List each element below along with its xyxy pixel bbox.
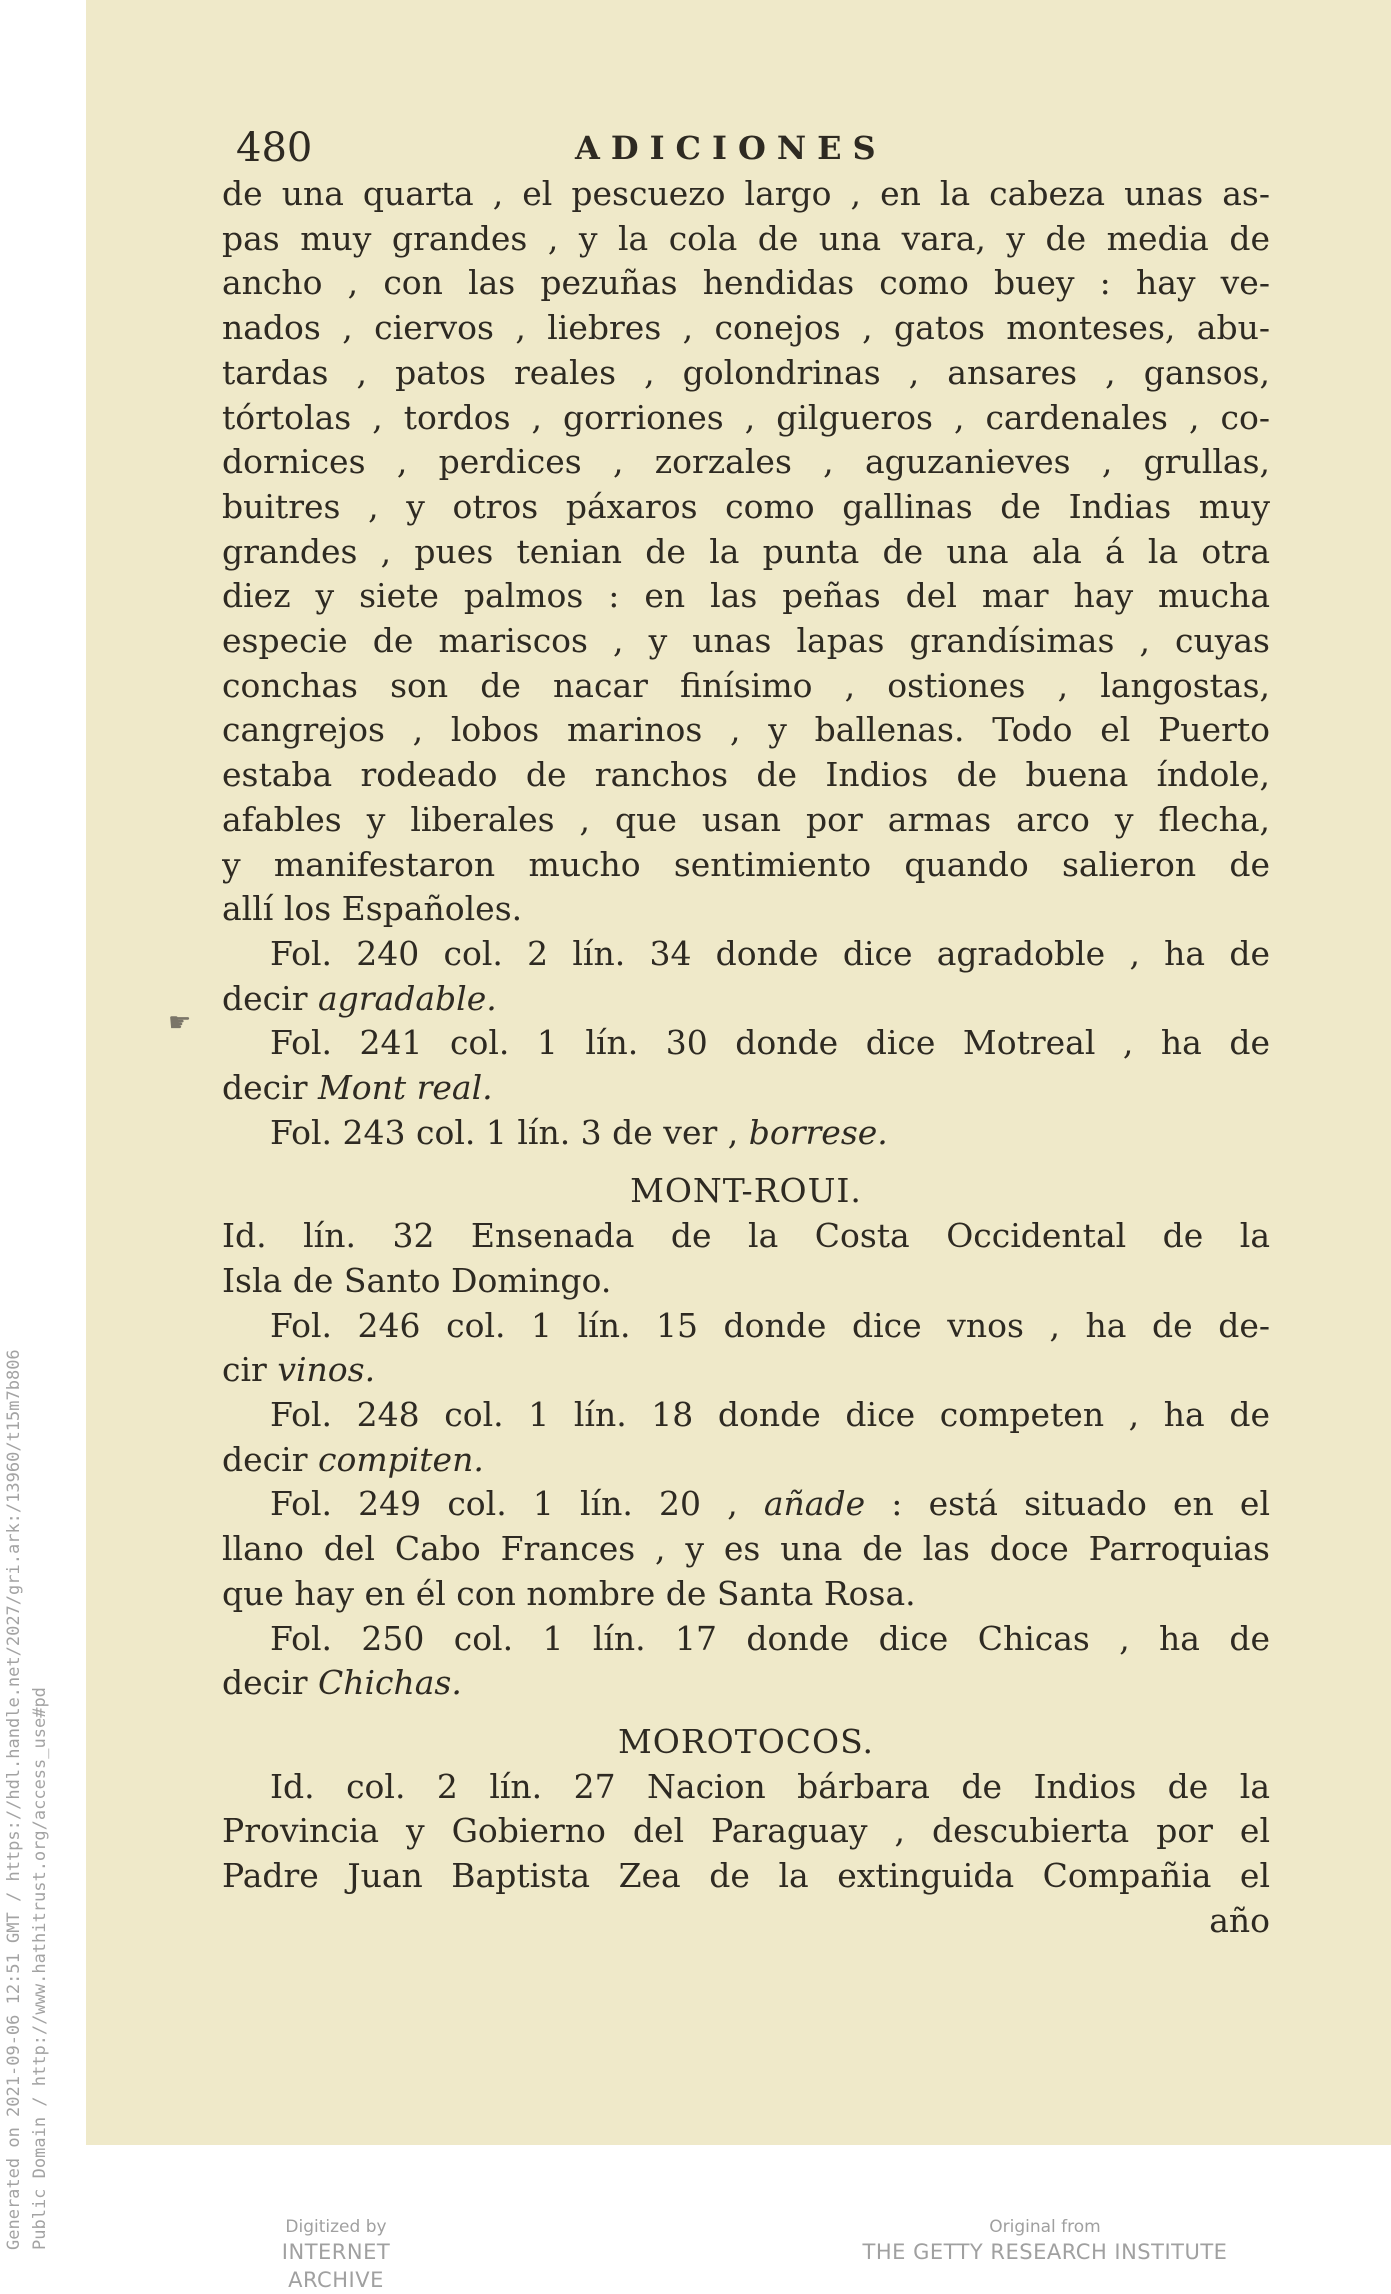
corrected-word: Chichas. bbox=[317, 1663, 462, 1703]
original-from-label: Original from bbox=[989, 2217, 1101, 2237]
digitizer-name: INTERNET ARCHIVE bbox=[281, 2240, 391, 2292]
corrected-word: compiten. bbox=[317, 1439, 484, 1479]
pointing-hand-icon: ☛ bbox=[168, 1008, 192, 1038]
correction-line: Fol. 243 col. 1 lín. 3 de ver , borrese. bbox=[270, 1112, 888, 1152]
text-line: conchas son de nacar finísimo , ostiones , langostas, bbox=[222, 665, 1270, 705]
correction-line: Fol. 241 col. 1 lín. 30 donde dice Motreal , ha de bbox=[270, 1023, 1270, 1063]
text-line: estaba rodeado de ranchos de Indios de buena índole, bbox=[222, 755, 1270, 795]
corrected-word: borrese. bbox=[748, 1112, 888, 1152]
correction-line: decir Chichas. bbox=[222, 1663, 462, 1703]
correction-line: decir agradable. bbox=[222, 978, 497, 1018]
correction-line: Fol. 250 col. 1 lín. 17 donde dice Chicas , ha de bbox=[270, 1618, 1270, 1658]
side-watermark bbox=[0, 1180, 72, 2260]
page-number: 480 bbox=[236, 125, 313, 171]
corrected-word: vinos. bbox=[277, 1350, 376, 1390]
text-line: especie de mariscos , y unas lapas grandísimas , cuyas bbox=[222, 621, 1270, 661]
text-line: ancho , con las pezuñas hendidas como buey : hay ve- bbox=[222, 263, 1270, 303]
entry-line: Provincia y Gobierno del Paraguay , descubierta por el bbox=[222, 1811, 1270, 1851]
entry-line: Id. col. 2 lín. 27 Nacion bárbara de Indios de la bbox=[270, 1766, 1270, 1806]
correction-line: Fol. 240 col. 2 lín. 34 donde dice agradoble , ha de bbox=[270, 933, 1270, 973]
addition-keyword: añade bbox=[763, 1484, 866, 1524]
entry-line: Id. lín. 32 Ensenada de la Costa Occidental de la bbox=[222, 1216, 1270, 1256]
running-title: ADICIONES bbox=[575, 129, 887, 167]
correction-line: cir vinos. bbox=[222, 1350, 376, 1390]
corrected-word: agradable. bbox=[317, 978, 497, 1018]
correction-line: decir Mont real. bbox=[222, 1068, 493, 1108]
entry-line: Isla de Santo Domingo. bbox=[222, 1260, 612, 1300]
correction-line: decir compiten. bbox=[222, 1439, 484, 1479]
correction-line: Fol. 246 col. 1 lín. 15 donde dice vnos , ha de de- bbox=[270, 1305, 1270, 1345]
digitized-by-label: Digitized by bbox=[285, 2217, 387, 2237]
source-credit bbox=[855, 2216, 1235, 2266]
rights-note: Public Domain / http://www.hathitrust.org/access_use#pd bbox=[30, 1687, 50, 2250]
text-line: tórtolas , tordos , gorriones , gilgueros , cardenales , co- bbox=[222, 397, 1270, 437]
text-line: tardas , patos reales , golondrinas , ansares , gansos, bbox=[222, 352, 1270, 392]
addition-line: que hay en él con nombre de Santa Rosa. bbox=[222, 1573, 916, 1613]
text-line: y manifestaron mucho sentimiento quando salieron de bbox=[222, 844, 1270, 884]
text-line: pas muy grandes , y la cola de una vara, y de media de bbox=[222, 218, 1270, 258]
corrected-word: Mont real. bbox=[317, 1068, 493, 1108]
catchword: año bbox=[1209, 1900, 1270, 1940]
body-text bbox=[222, 172, 1270, 1943]
digitizer-credit bbox=[236, 2216, 436, 2294]
text-line: diez y siete palmos : en las peñas del mar hay mucha bbox=[222, 576, 1270, 616]
text-line: de una quarta , el pescuezo largo , en la cabeza unas as- bbox=[222, 174, 1270, 213]
text-line: cangrejos , lobos marinos , y ballenas. Todo el Puerto bbox=[222, 710, 1270, 750]
text-line: grandes , pues tenian de la punta de una ala á la otra bbox=[222, 531, 1270, 571]
generation-note: Generated on 2021-09-06 12:51 GMT / https://hdl.handle.net/2027/gri.ark:/13960/t15m7b806 bbox=[4, 1349, 24, 2250]
text-line: dornices , perdices , zorzales , aguzanieves , grullas, bbox=[222, 442, 1270, 482]
text-line: nados , ciervos , liebres , conejos , gatos monteses, abu- bbox=[222, 308, 1270, 348]
entry-line: Padre Juan Baptista Zea de la extinguida Compañia el bbox=[222, 1856, 1270, 1896]
text-line: buitres , y otros páxaros como gallinas de Indias muy bbox=[222, 486, 1270, 526]
addition-line: llano del Cabo Frances , y es una de las doce Parroquias bbox=[222, 1529, 1270, 1569]
addition-line: Fol. 249 col. 1 lín. 20 , añade : está situado en el bbox=[270, 1484, 1270, 1524]
section-heading: MOROTOCOS. bbox=[617, 1721, 875, 1761]
text-line: allí los Españoles. bbox=[222, 889, 523, 929]
correction-line: Fol. 248 col. 1 lín. 18 donde dice competen , ha de bbox=[270, 1394, 1270, 1434]
text-line: afables y liberales , que usan por armas arco y flecha, bbox=[222, 799, 1270, 839]
section-heading: MONT-ROUI. bbox=[630, 1171, 862, 1211]
source-name: THE GETTY RESEARCH INSTITUTE bbox=[862, 2240, 1228, 2264]
